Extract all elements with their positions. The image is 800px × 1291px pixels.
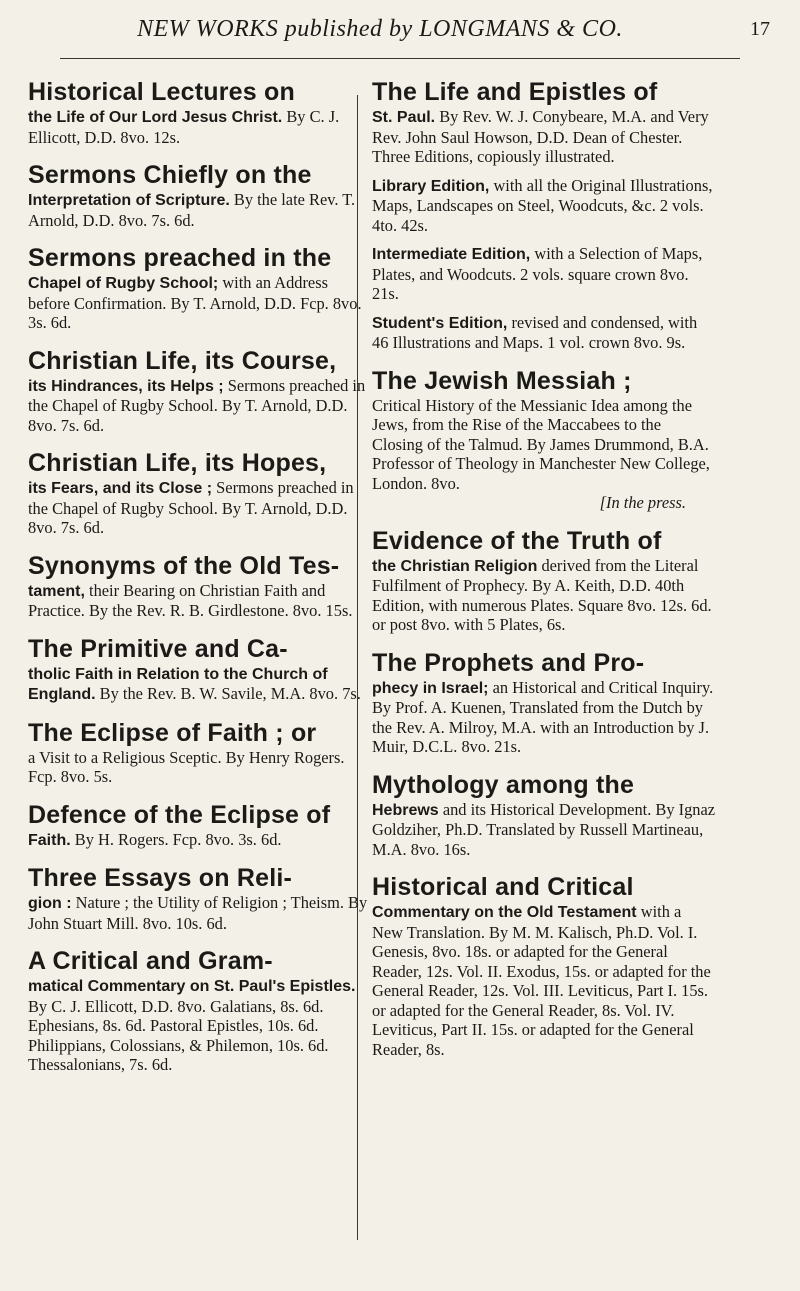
book-details: with an Address before Confirmation. By T. Arnold, D.D. Fcp. 8vo. 3s. 6d. <box>28 273 362 332</box>
book-details: Critical History of the Messianic Idea among the Jews, from the Rise of the Maccabees to the Closing of the Talmud. By James Drummond, B.A. Professor of Theology in Manchester New College, London. 8vo. <box>372 395 710 493</box>
book-details: By H. Rogers. Fcp. 8vo. 3s. 6d. <box>74 829 282 849</box>
book-title: The Jewish Messiah ; <box>372 366 632 395</box>
book-title: Historical Lectures on <box>28 78 295 106</box>
book-title: Historical and Critical <box>372 873 634 901</box>
book-details: and its Historical Development. By Ignaz Goldziher, Ph.D. Translated by Russell Martineau, M.A. 8vo. 16s. <box>372 799 716 859</box>
book-title: The Primitive and Ca- <box>28 634 288 663</box>
book-description <box>28 830 368 851</box>
book-details: By the late Rev. T. Arnold, D.D. 8vo. 7s. 6d. <box>28 190 356 230</box>
page-number: 17 <box>750 18 770 40</box>
book-details: Nature ; the Utility of Religion ; Theism. By John Stuart Mill. 8vo. 10s. 6d. <box>28 893 368 933</box>
book-title: The Eclipse of Faith ; or <box>28 718 317 747</box>
book-description <box>28 581 368 621</box>
book-lead: gion : <box>28 895 72 912</box>
book-entry <box>28 347 368 436</box>
book-description <box>372 107 716 167</box>
book-entry <box>28 552 368 621</box>
book-description <box>28 190 368 230</box>
book-entry <box>28 244 368 333</box>
book-details: their Bearing on Christian Faith and Practice. By the Rev. R. B. Girdlestone. 8vo. 15s. <box>28 580 353 620</box>
book-entry <box>372 649 716 757</box>
book-lead: matical Commentary on St. Paul's Epistles. <box>28 978 356 995</box>
book-details: By C. J. Ellicott, D.D. 8vo. 12s. <box>28 107 340 147</box>
edition-lead: Student's Edition, <box>372 314 508 332</box>
book-lead: its Fears, and its Close ; <box>28 480 213 497</box>
book-lead: phecy in Israel; <box>372 679 489 697</box>
running-title: NEW WORKS published by LONGMANS & CO. <box>137 16 623 42</box>
left-column <box>28 78 368 1089</box>
book-entry <box>28 161 368 230</box>
book-title: Christian Life, its Course, <box>28 346 337 375</box>
book-details: Sermons preached in the Chapel of Rugby School. By T. Arnold, D.D. 8vo. 7s. 6d. <box>28 375 366 435</box>
book-details: with a New Translation. By M. M. Kalisch, Ph.D. Vol. I. Genesis, 8vo. 18s. or adapted for the General Reader, 12s. Vol. II. Exodus, 15s. or adapted for the General Reader, 12s. Vol. III. Leviticus, Part I. 15s. or adapted for the General Reader, 8s. Vol. IV. Leviticus, Part II. 15s. or adapted for the General Reader, 8s. <box>372 902 711 1059</box>
book-description <box>28 107 368 147</box>
edition-details: with all the Original Illustrations, Maps, Landscapes on Steel, Woodcuts, &c. 2 vols. 4to. 42s. <box>372 175 713 235</box>
book-details: an Historical and Critical Inquiry. By Prof. A. Kuenen, Translated from the Dutch by the Rev. A. Milroy, M.A. with an Introduction by J. Muir, D.C.L. 8vo. 21s. <box>372 677 714 756</box>
book-entry <box>28 864 368 933</box>
book-lead: the Christian Religion <box>372 557 538 575</box>
book-description <box>28 976 368 1075</box>
book-description <box>372 902 716 1059</box>
book-description <box>28 273 368 333</box>
book-details: Sermons preached in the Chapel of Rugby School. By T. Arnold, D.D. 8vo. 7s. 6d. <box>28 478 354 537</box>
book-title: Evidence of the Truth of <box>372 526 662 555</box>
book-entry <box>28 801 368 851</box>
edition-details: revised and condensed, with 46 Illustrations and Maps. 1 vol. crown 8vo. 9s. <box>372 312 698 352</box>
book-details: By the Rev. B. W. Savile, M.A. 8vo. 7s. <box>99 684 361 703</box>
book-lead: tament, <box>28 582 85 600</box>
header-rule <box>60 58 740 59</box>
book-entry <box>28 719 368 787</box>
book-entry <box>372 78 716 353</box>
edition-note <box>372 176 716 236</box>
book-title: Mythology among the <box>372 770 635 799</box>
book-title: Defence of the Eclipse of <box>28 800 331 829</box>
book-lead: the Life of Our Lord Jesus Christ. <box>28 109 283 126</box>
book-entry <box>28 78 368 147</box>
book-details: By C. J. Ellicott, D.D. 8vo. Galatians, 8s. 6d. Ephesians, 8s. 6d. Pastoral Epistles, 10s. 6d. Philippians, Colossians, & Philemon, 10s. 6d. Thessalonians, 7s. 6d. <box>28 996 329 1074</box>
book-entry <box>28 635 368 705</box>
book-title: Synonyms of the Old Tes- <box>28 551 340 580</box>
book-description <box>372 800 716 860</box>
book-title: The Prophets and Pro- <box>372 648 645 677</box>
book-title: A Critical and Gram- <box>28 947 273 975</box>
book-title: The Life and Epistles of <box>372 78 658 106</box>
book-title: Sermons Chiefly on the <box>28 161 312 189</box>
edition-lead: Intermediate Edition, <box>372 246 531 263</box>
press-note: [In the press. <box>599 493 686 512</box>
edition-note <box>372 244 716 304</box>
book-title: Sermons preached in the <box>28 244 332 272</box>
book-lead: Chapel of Rugby School; <box>28 275 219 292</box>
book-entry <box>28 947 368 1075</box>
book-entry <box>372 367 716 513</box>
book-title: Three Essays on Reli- <box>28 864 293 892</box>
book-description <box>28 664 368 705</box>
book-description <box>372 396 716 494</box>
right-column <box>372 78 716 1073</box>
book-entry <box>28 449 368 538</box>
book-entry <box>372 873 716 1059</box>
book-description <box>372 678 716 757</box>
page-header <box>30 16 770 60</box>
book-description <box>28 748 368 787</box>
edition-details: with a Selection of Maps, Plates, and Woodcuts. 2 vols. square crown 8vo. 21s. <box>372 244 703 303</box>
book-lead: Commentary on the Old Testament <box>372 904 637 921</box>
book-lead: Interpretation of Scripture. <box>28 192 230 209</box>
book-description <box>28 478 368 538</box>
book-lead: its Hindrances, its Helps ; <box>28 377 224 395</box>
book-lead: St. Paul. <box>372 109 436 126</box>
edition-note <box>372 313 716 353</box>
book-entry <box>372 527 716 635</box>
book-lead: tholic Faith in Relation to the Church of England. <box>28 665 328 703</box>
book-description <box>28 893 368 933</box>
book-details: derived from the Literal Fulfilment of Prophecy. By A. Keith, D.D. 40th Edition, with numerous Plates. Square 8vo. 12s. 6d. or post 8vo. with 5 Plates, 6s. <box>372 555 712 634</box>
book-description <box>28 376 368 436</box>
book-lead: Hebrews <box>372 801 439 819</box>
book-entry <box>372 771 716 860</box>
book-title: Christian Life, its Hopes, <box>28 449 327 477</box>
book-description <box>372 556 716 635</box>
edition-lead: Library Edition, <box>372 177 490 195</box>
book-details: a Visit to a Religious Sceptic. By Henry Rogers. Fcp. 8vo. 5s. <box>28 747 345 786</box>
book-details: By Rev. W. J. Conybeare, M.A. and Very Rev. John Saul Howson, D.D. Dean of Chester. Three Editions, copiously illustrated. <box>372 107 709 166</box>
book-lead: Faith. <box>28 831 71 849</box>
